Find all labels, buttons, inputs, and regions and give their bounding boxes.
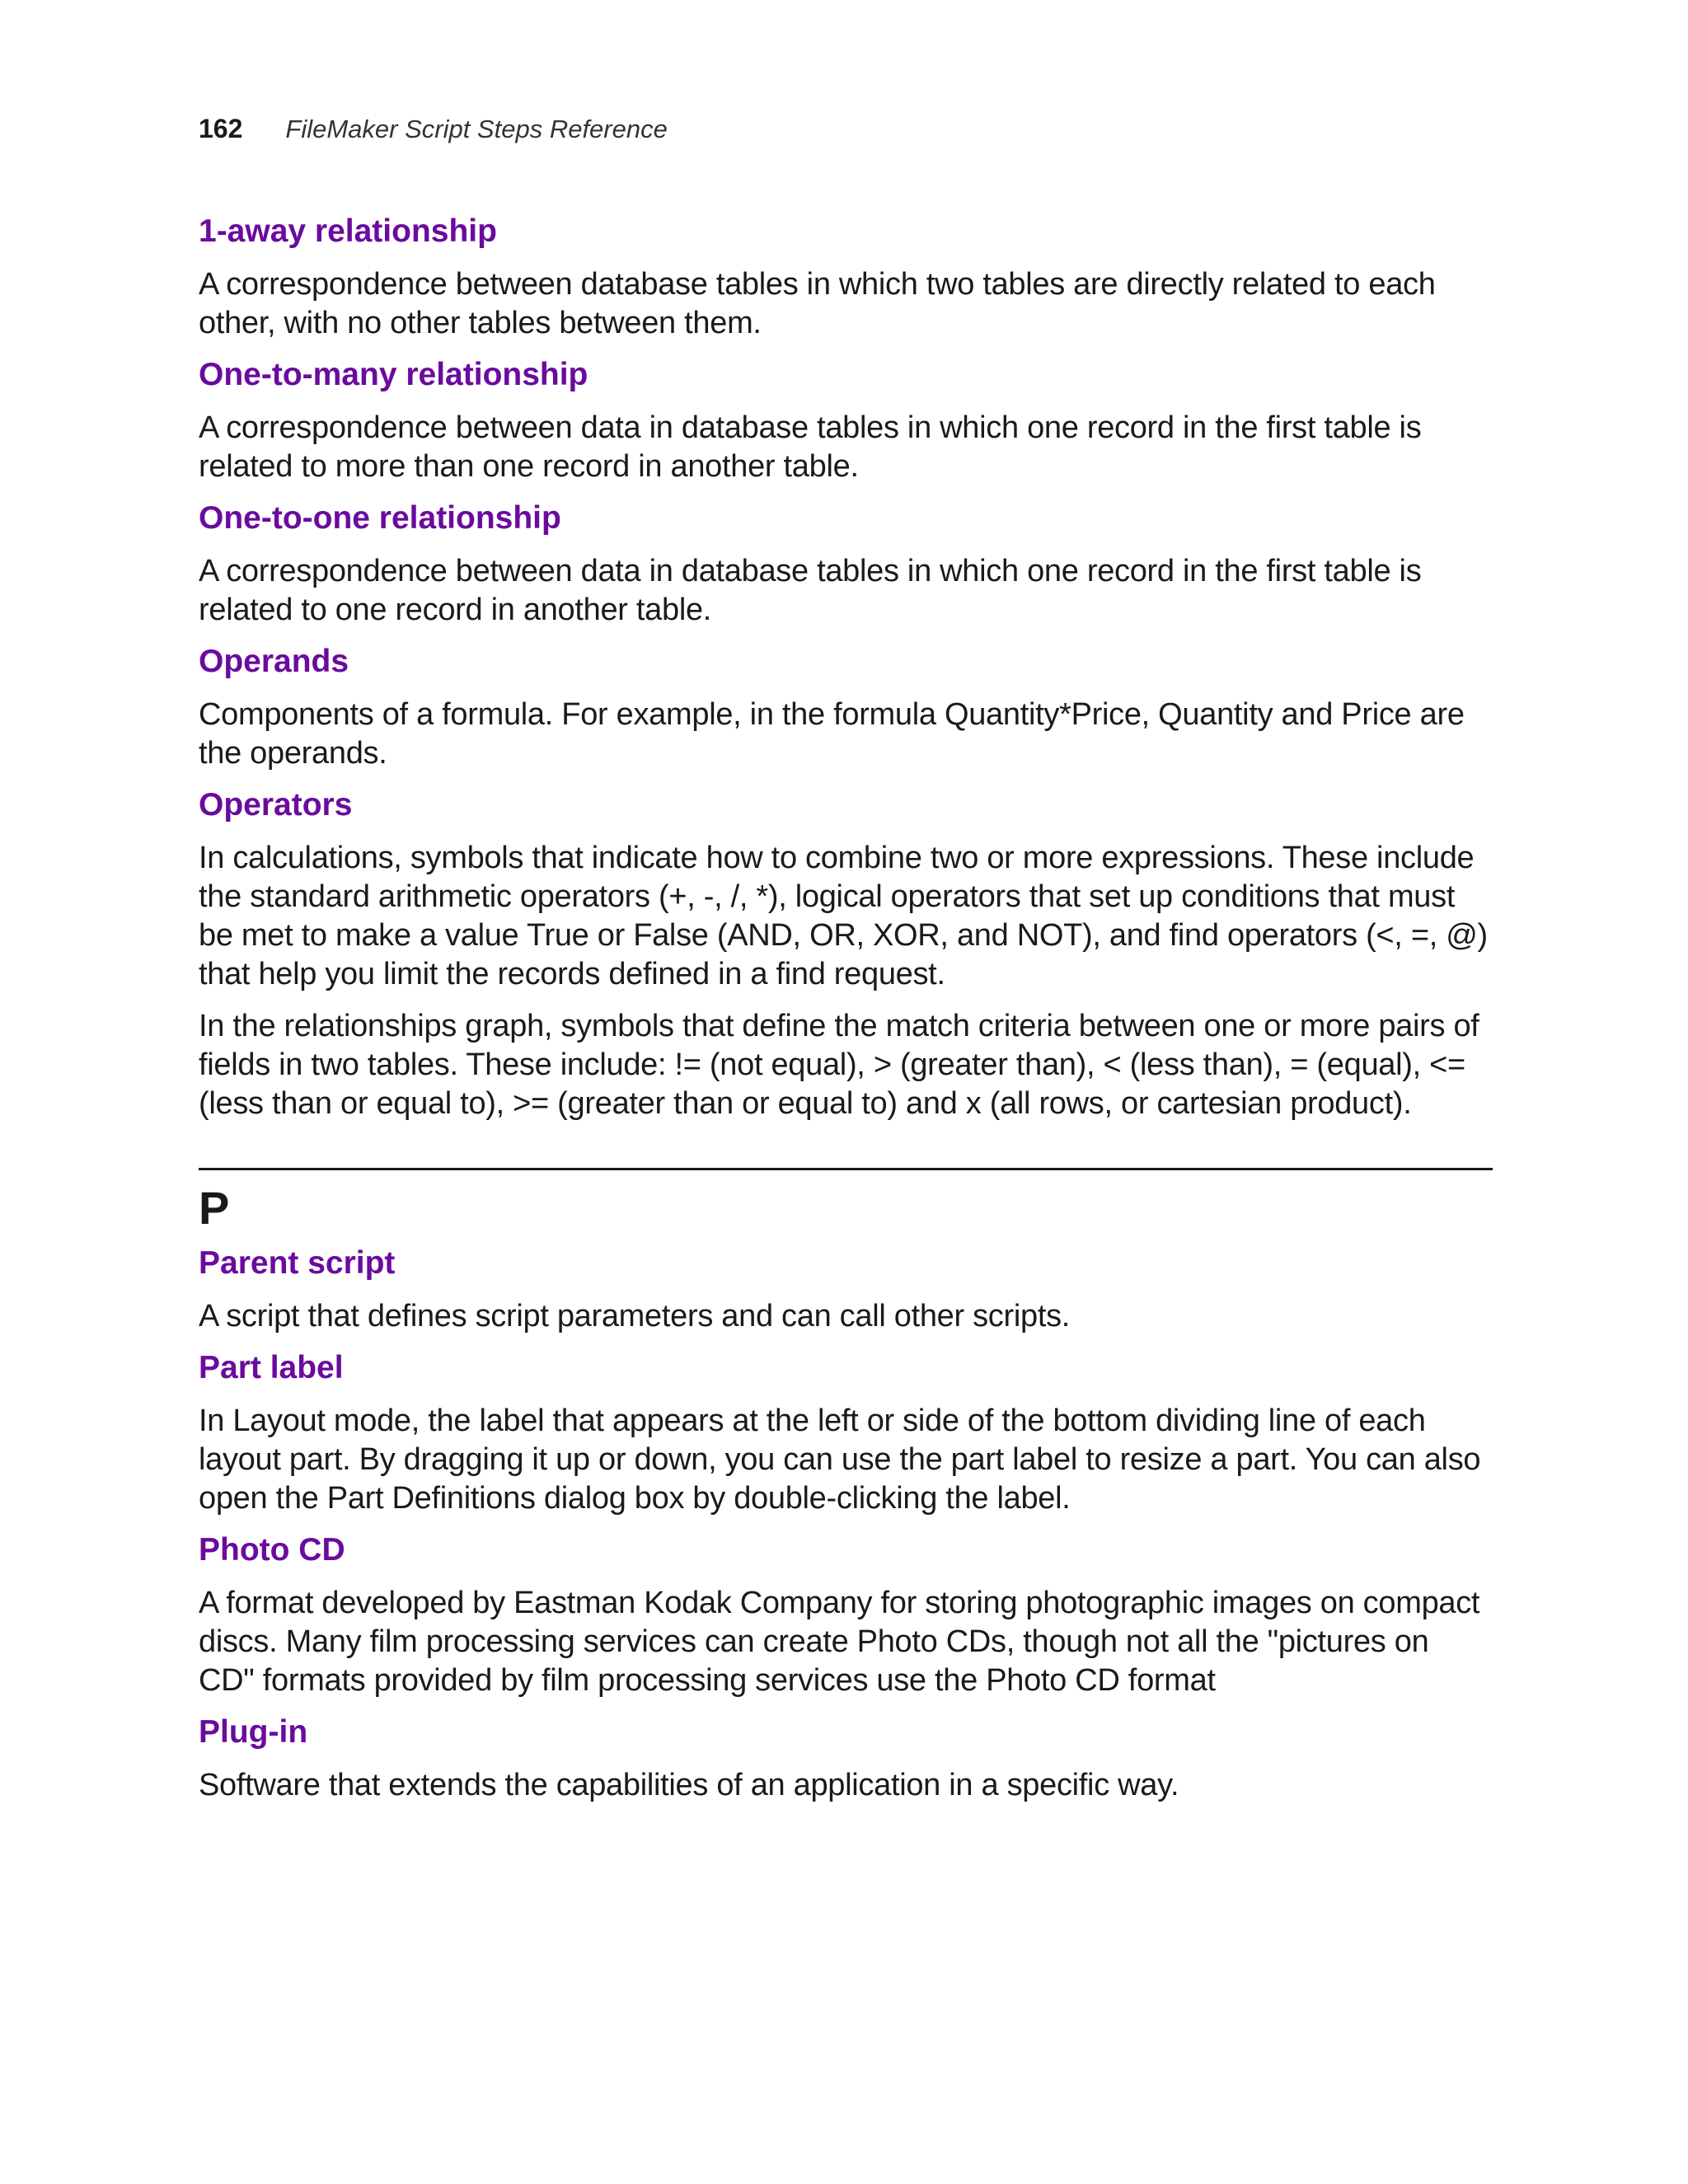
glossary-term: Part label (199, 1350, 344, 1385)
glossary-entry-one-to-one-relationship (199, 499, 1493, 630)
glossary-term: Operands (199, 644, 349, 679)
glossary-term: Photo CD (199, 1532, 345, 1568)
glossary-definition: A script that defines script parameters and can call other scripts. (199, 1299, 1071, 1333)
glossary-definition: In the relationships graph, symbols that define the match criteria between one or more pairs of fields in two tables. These include: != (not equal), > (greater than), < (less than), = (equal), <= (less than or equal to), >= (greater than or equal to) and x (all rows, or cartesian product). (199, 1009, 1479, 1121)
glossary-entry-parent-script (199, 1244, 1493, 1336)
glossary-entry-one-to-many-relationship (199, 356, 1493, 486)
glossary-definition: Software that extends the capabilities of an application in a specific way. (199, 1768, 1179, 1802)
glossary-definition: A correspondence between data in database tables in which one record in the first table is related to more than one record in another table. (199, 410, 1422, 484)
glossary-entry-plug-in (199, 1713, 1493, 1805)
glossary-term: One-to-many relationship (199, 357, 588, 392)
glossary-entry-1-away-relationship (199, 213, 1493, 343)
glossary-definition: Components of a formula. For example, in the formula Quantity*Price, Quantity and Price are the operands. (199, 697, 1465, 771)
glossary-definition: A correspondence between database tables in which two tables are directly related to each other, with no other tables between them. (199, 267, 1436, 340)
glossary-term: One-to-one relationship (199, 500, 561, 536)
section-divider (199, 1168, 1493, 1170)
glossary-entry-operands (199, 643, 1493, 773)
glossary-term: Operators (199, 787, 353, 823)
page-number: 162 (199, 114, 243, 143)
glossary-entry-operators (199, 786, 1493, 1123)
section-letter-heading: P (199, 1182, 230, 1234)
running-header (199, 114, 1493, 153)
glossary-entry-photo-cd (199, 1531, 1493, 1700)
document-page (199, 114, 1493, 1818)
glossary-entry-part-label (199, 1349, 1493, 1518)
glossary-term: Plug-in (199, 1714, 308, 1750)
glossary-definition: A format developed by Eastman Kodak Company for storing photographic images on compact discs. Many film processing services can create Photo CDs, though not all the "pictures on CD" formats provided by film processing services use the Photo CD format (199, 1586, 1480, 1698)
glossary-term: 1-away relationship (199, 213, 497, 249)
glossary-term: Parent script (199, 1245, 396, 1281)
glossary-definition: In Layout mode, the label that appears at the left or side of the bottom dividing line of each layout part. By dragging it up or down, you can use the part label to resize a part. You can also open the Part Definitions dialog box by double-clicking the label. (199, 1404, 1481, 1516)
glossary-definition: In calculations, symbols that indicate how to combine two or more expressions. These include the standard arithmetic operators (+, -, /, *), logical operators that set up conditions that must be met to make a value True or False (AND, OR, XOR, and NOT), and find operators (<, =, @) that help you limit the records defined in a find request. (199, 841, 1488, 991)
glossary-content (199, 213, 1493, 1805)
book-title: FileMaker Script Steps Reference (285, 115, 668, 143)
glossary-definition: A correspondence between data in database tables in which one record in the first table is related to one record in another table. (199, 554, 1422, 627)
